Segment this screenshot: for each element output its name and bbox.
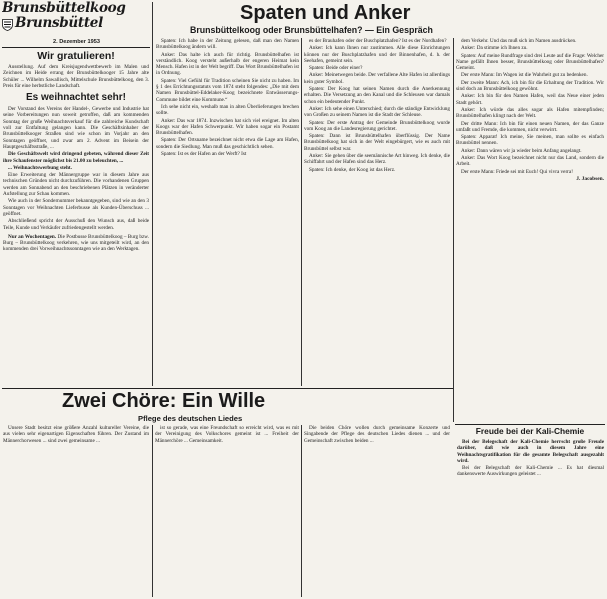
rule-kali-top [455, 424, 605, 425]
rule-left-main [152, 2, 153, 386]
rule-choere-1 [152, 425, 153, 597]
spaten-para: Der zweite Mann: Ach, ich bin für die Erhaltung der Tradition. Wir sind doch an Brunsbüttelkoog gewöhnt. [456, 79, 604, 93]
spaten-para: Spaten: Der erste Antrag der Gemeinde Brunsbüttelkoog wurde vom Koog an die Landesregierung gerichtet. [304, 119, 450, 132]
rule-spaten-2 [453, 38, 454, 422]
choere-col-3 [304, 425, 450, 598]
spaten-para: Spaten: Dann ist Brunsbüttelhafen überflüssig. Der Name Brunsbüttelkoog hat sich in der Welt eingebürgert, wie es auch mit Brunsbüttel selbst war. [304, 133, 450, 152]
spaten-para: Spaten: Der Ortsname bezeichnet nicht etwa die Lage am Hafen, sondern die Siedlung. Man muß das geschichtlich sehen. [156, 137, 299, 150]
choere-heading: Zwei Chöre: Ein Wille [62, 390, 266, 412]
masthead-line2: Brunsbüttel [15, 15, 103, 31]
spaten-para: Anker: Ich würde das alles sogar als Hafen mitempfinden; Brunsbüttelhafen klingt nach der Welt. [456, 106, 604, 120]
choere-para: Unsere Stadt besitzt eine größere Anzahl kultureller Vereine, die aus vielen sehr eigenartigen Eigenschaften führen. Der Zustand im Männerchorwesen ... sind zwei gemeinsame ... [3, 425, 149, 444]
spaten-signature: J. Jacobsen. [576, 175, 604, 182]
spaten-para: Spaten: Der Koog hat seinen Namen durch die Anerkennung erhalten. Die Versetzung an den Kanal und die Schleusen war damals schon ein bedeutender Punkt. [304, 86, 450, 105]
spaten-heading: Spaten und Anker [240, 2, 411, 24]
left-column [3, 50, 149, 387]
rule-spaten-1 [301, 38, 302, 386]
spaten-para: Spaten: Auf meine Rundfrage sind drei Leute auf die Frage: Welcher Name gefällt Ihnen besser, Brunsbüttelkoog oder Brunsbüttelhafen? Gemeint. [456, 52, 604, 72]
spaten-para: Spaten: Ich habe in der Zeitung gelesen, daß man den Namen Brunsbüttelkoog ändern will. [156, 38, 299, 51]
spaten-para: Anker: Das Wort Koog bezeichnet nicht nur das Land, sondern die Arbeit. [456, 155, 604, 168]
kali-body [457, 439, 604, 598]
weihnacht-bold1: Die Geschäftswelt wird dringend gebeten, während dieser Zeit ihre Schaufenster möglichst bis 21.00 zu beleuchten, ... [3, 151, 149, 164]
kali-heading: Freude bei der Kali-Chemie [475, 426, 585, 436]
gratulieren-heading: Wir gratulieren! [37, 50, 115, 62]
city-crest-icon [2, 18, 13, 30]
spaten-para: Anker: Ich sehe einen Unterschied; durch die ständige Entwicklung von Großen zu seinem Namen ist die Stadt der Schleuse. [304, 105, 450, 119]
spaten-col-3 [456, 38, 604, 422]
rule-masthead-bottom [2, 47, 150, 48]
spaten-col-2 [304, 38, 450, 386]
spaten-para: Spaten: Ich denke, der Koog ist das Herz. [309, 166, 396, 173]
spaten-para: Der erste Mann: Friede sei mit Euch! Qui vivra verra! [461, 168, 573, 175]
spaten-para: Anker: Das war 1874. Inzwischen hat sich viel ereignet. Im alten Koogs war der Hafen Schwerpunkt. Wir haben sogar ein Postamt Brunsbüttelhafen. [156, 117, 299, 137]
spaten-para: Der dritte Mann: Ich bin für einen neuen Namen, der das Ganze umfaßt und Fremde, die kommen, nicht verwirrt. [456, 120, 604, 133]
wochentagen-body: Die Postbusse Brunsbüttelkoog – Burg bzw. Burg – Brunsbüttelkoog verkehren, wie uns mitgeteilt wird, an den kommenden drei Vorweihnachtssonntagen wie an den Werktagen. [3, 233, 149, 253]
weihnacht-body3: Wie auch in der Sondernummer bekanntgegeben, sind wie an den 3 Sonntagen vor Weihnachten Lieferbusse als Kunden-Überschuss ... geöffnet. [3, 198, 149, 217]
rule-choere-2 [301, 425, 302, 597]
masthead-line1: Brunsbüttelkoog [2, 1, 126, 16]
spaten-para: Anker: Das halte ich auch für richtig. Brunsbüttelhafen ist verständlich. Koog versteht außerhalb der engeren Heimat kein Mensch. Hafen ist in der Welt begriff. Das Wort Brunsbüttelhafen ist in Ordnung. [156, 51, 299, 77]
kali-intro: Bei der Belegschaft der Kali-Chemie herrscht große Freude darüber, daß wie auch in diesem Jahre eine Weihnachtsgratifikation für die gesamte Belegschaft ausgezahlt wird. [457, 439, 604, 464]
wochentagen-item [3, 234, 149, 253]
spaten-para: es der Brauhafen oder der Buschplatzhafen? Ist es der Nordhafen? [309, 38, 447, 44]
choere-col-2 [155, 425, 299, 598]
spaten-para: Der erste Mann: Im Wagen ist die Wahrheit gut zu bedenken. [461, 72, 588, 79]
weihnacht-body1: Der Vorstand des Vereins der Handel-, Gewerbe und Industrie hat seine Vorbereitungen nun soweit getroffen, daß am kommenden Sonntag der große Weihnachtsverkauf für die zahlreiche Kundschaft voll zur Entfaltung gelangen kann. Die Geschäftsinhaber der Brunsbüttelkooger Straßen sind wie schon im Vorjahr an den Sonntagen geöffnet, und zwar am 2. Advent im Beisein der Hauptgeschäftsstraße, ... [3, 106, 149, 150]
spaten-para: Spaten: Beide oder einer? [309, 65, 363, 72]
kali-text: Bei der Belegschaft der Kali-Chemie ... Es hat diesmal dankenswerte Auswirkungen geleistet ... [457, 465, 604, 478]
weihnacht-body2: Eine Erweiterung der Männergruppe war in diesem Jahre aus technischen Gründen nicht durchzuführen. Die vorhandenen Gruppen werden am Sonnabend an den beschriebenen Plätzen in veränderter Aufstellung zur Schau kommen. [3, 172, 149, 198]
spaten-para: Anker: Da stimme ich Ihnen zu. [461, 45, 528, 52]
spaten-para: Anker: Dann wären wir ja wieder beim Anfang angelangt. [461, 147, 582, 154]
spaten-para: Anker: Ich bin für den Namen Hafen, weil das Neue einer jeden Stadt gehört. [456, 93, 604, 106]
spaten-subheading: Brunsbüttelkoog oder Brunsbüttelhafen? — Ein Gespräch [190, 25, 433, 35]
spaten-para: Anker: Meinetwegen beide. Der verfallene Alte Hafen ist allerdings kein guter Symbol. [304, 72, 450, 85]
weihnacht-body4: Abschließend spricht der Ausschuß den Wunsch aus, daß beide Teile, Kunde und Verkäufer zufriedengestellt werden. [3, 218, 149, 231]
weihnacht-bold2: ... Weihnachtswerbung steht. [8, 164, 72, 171]
spaten-para: Spaten: Viel Gefühl für Tradition scheinen Sie nicht zu haben. Im § 1 des Errichtungsstatuts vom 1874 steht folgendes: „Die mit dem Namen Brunsbüttel-Eddelaker-Koog bezeichnete Entwässerungs-Commune bildet eine Kommune.“ [156, 77, 299, 103]
spaten-para: Anker: Sie gehen über die seemännische Art hinweg. Ich denke, die Schiffahrt und der Hafen sind das Herz. [304, 153, 450, 166]
spaten-para: dem Verkehr. Und das muß sich im Namen ausdrücken. [461, 38, 577, 44]
spaten-para: Spaten: Apparat! Ich meine, Sie meinen, man sollte es einfach Brunsbüttel nennen. [456, 134, 604, 147]
gratulieren-body: Ausstellung. Auf dem Kreisjugendwettbewerb im Malen und Zeichnen im Heide errang der Brunsbüttelkooger 15 Jahre alte Schüler ... Wilhelm Sawallisch, Mittelschule Brunsbüttelkoog, den 3. Preis für eine herbstliche Landschaft. [3, 64, 149, 89]
choere-col-1 [3, 425, 149, 598]
choere-para: ist so gerade, was eine Freundschaft so erreicht wird, was es mit der Vereinigung des Volkschores gemeint ist ... Freiheit der Männerchöre ... Gemeinsamkeit. [155, 425, 299, 444]
wochentagen-heading: Nur an Wochentagen. [8, 233, 57, 240]
weihnacht-heading: Es weihnachtet sehr! [25, 92, 127, 104]
spaten-para: Spaten: Ist es der Hafen an der Werft? Ist [161, 151, 247, 158]
choere-subheading: Pflege des deutschen Liedes [138, 414, 243, 423]
spaten-col-1 [156, 38, 299, 386]
rule-lower-section [2, 388, 453, 389]
spaten-para: Anker: Ich kann Ihnen nur zustimmen. Alle diese Einrichtungen können nur der Buschplatzhafen und der Binnenhafen, d. h. der Seehafen, gemeint sein. [304, 45, 450, 64]
choere-para: Die beiden Chöre wollen durch gemeinsame Konzerte und Singabende der Pflege des deutschen Liedes dienen ... und der Gemeinschaft zwischen beiden ... [304, 425, 450, 444]
spaten-para: Ich sehe nicht ein, weshalb man in alten Überlieferungen brechen sollte. [156, 103, 299, 117]
issue-date: 2. Dezember 1953 [53, 39, 100, 45]
